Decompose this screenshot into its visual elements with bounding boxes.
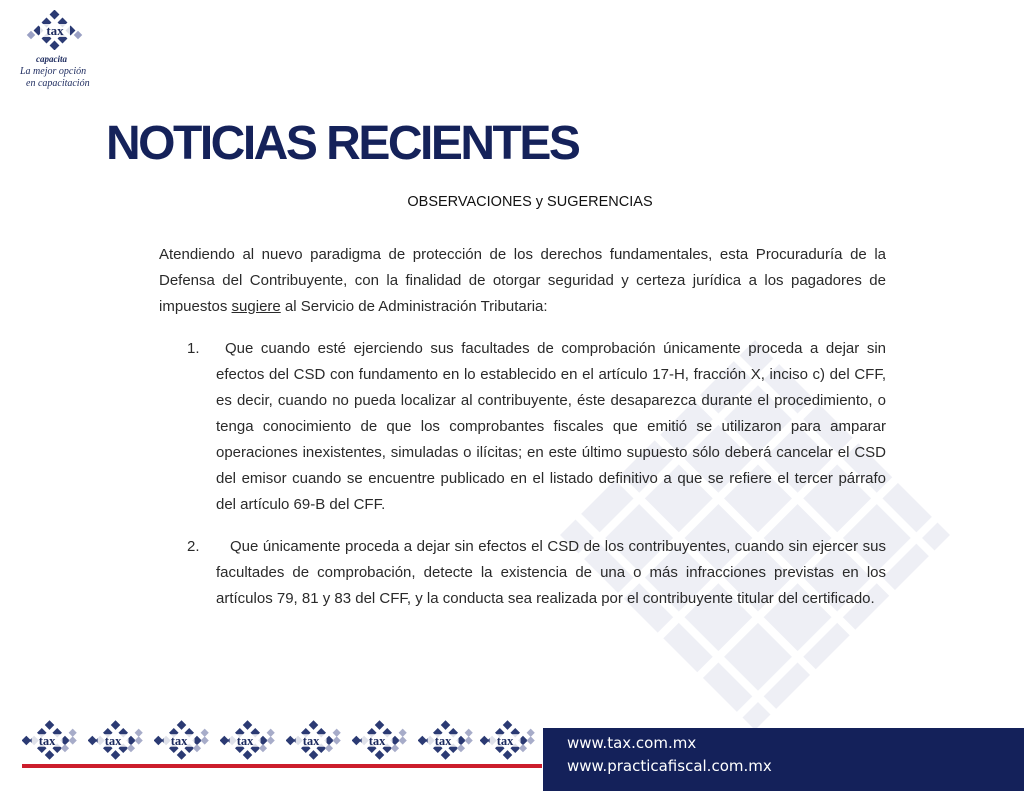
page-title: NOTICIAS RECIENTES bbox=[106, 117, 579, 170]
footer-logo-brand-text: tax bbox=[434, 733, 452, 748]
footer-logo-brand-text: tax bbox=[302, 733, 320, 748]
footer-tax-logo-icon bbox=[480, 720, 536, 760]
footer-logo-brand-text: tax bbox=[104, 733, 122, 748]
list-item-number: 1. bbox=[187, 340, 200, 357]
footer-logo-brand-text: tax bbox=[38, 733, 56, 748]
footer-tax-logo-icon bbox=[352, 720, 408, 760]
footer-logo-strip bbox=[22, 720, 542, 764]
list-item-text: Que únicamente proceda a dejar sin efectos el CSD de los contribuyentes, cuando sin ejercer sus facultades de comprobación, detecte la existencia de una o más infracciones previstas en los artículos 79, 81 y 83 del CFF, y la conducta sea realizada por el contribuyente titular del certificado. bbox=[216, 538, 886, 607]
logo-subtitle: capacita bbox=[36, 54, 67, 64]
footer-logo-brand-text: tax bbox=[236, 733, 254, 748]
intro-text-before: Atendiendo al nuevo paradigma de protección de los derechos fundamentales, esta Procuraduría de la Defensa del Contribuyente, con la finalidad de otorgar seguridad y certeza jurídica a los pagadores de impuestos bbox=[159, 246, 886, 315]
list-item-1 bbox=[159, 336, 886, 518]
list-item bbox=[159, 336, 886, 518]
logo-tagline-line2: en capacitación bbox=[26, 78, 90, 89]
intro-paragraph bbox=[159, 242, 886, 320]
tax-logo-icon bbox=[26, 10, 84, 50]
intro-underlined-word: sugiere bbox=[231, 298, 281, 315]
logo-brand-text: tax bbox=[46, 23, 64, 38]
intro-text-after: al Servicio de Administración Tributaria: bbox=[280, 298, 548, 315]
list-item-2 bbox=[159, 534, 886, 612]
footer-tax-logo-icon bbox=[418, 720, 474, 760]
footer-link-tax[interactable]: www.tax.com.mx bbox=[567, 734, 697, 752]
footer-tax-logo-icon bbox=[286, 720, 342, 760]
footer-tax-logo-icon bbox=[220, 720, 276, 760]
footer-logo-brand-text: tax bbox=[496, 733, 514, 748]
list-item-number: 2. bbox=[187, 538, 200, 555]
logo-tagline-line1: La mejor opción bbox=[20, 66, 87, 77]
footer-logo-brand-text: tax bbox=[170, 733, 188, 748]
footer-tax-logo-icon bbox=[154, 720, 210, 760]
footer-red-divider bbox=[22, 764, 542, 768]
section-heading: OBSERVACIONES y SUGERENCIAS bbox=[407, 194, 653, 210]
list-item-text: Que cuando esté ejerciendo sus facultades de comprobación únicamente proceda a dejar sin efectos del CSD con fundamento en lo establecido en el artículo 17-H, fracción X, inciso c) del CFF, es decir, cuando no pueda localizar al contribuyente, éste desaparezca durante el procedimiento, o tenga conocimiento de que los comprobantes fiscales que emitió se utilizaron para amparar operaciones inexistentes, simuladas o ilícitas; en este último supuesto sólo deberá cancelar el CSD del emisor cuando se encuentre publicado en el listado definitivo a que se refiere el tercer párrafo del artículo 69-B del CFF. bbox=[216, 340, 886, 513]
footer-tax-logo-icon bbox=[22, 720, 78, 760]
list-item bbox=[159, 534, 886, 612]
company-logo bbox=[14, 10, 94, 90]
footer-logo-brand-text: tax bbox=[368, 733, 386, 748]
footer-tax-logo-icon bbox=[88, 720, 144, 760]
footer-link-practicafiscal[interactable]: www.practicafiscal.com.mx bbox=[567, 757, 772, 775]
